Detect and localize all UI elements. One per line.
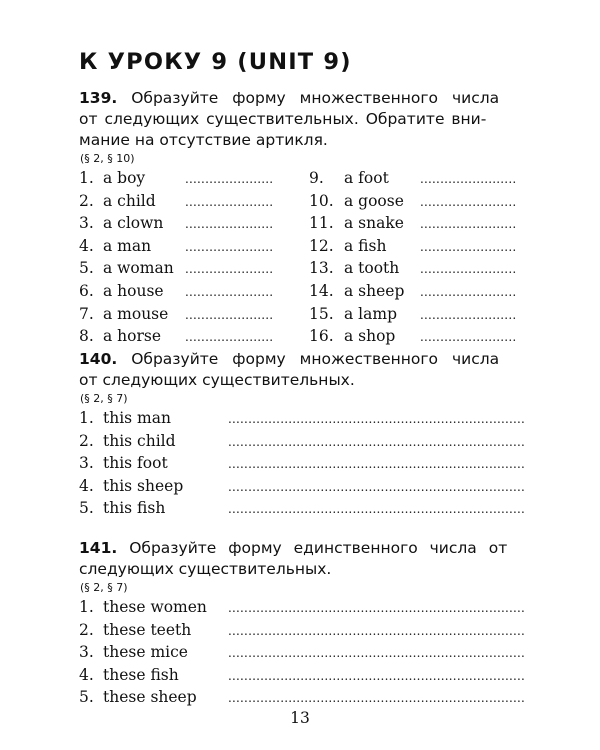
item-word: a man (103, 236, 152, 255)
item-number: 4. (79, 665, 94, 684)
item-number: 16. (309, 327, 334, 346)
answer-blank[interactable] (228, 665, 524, 688)
item-word: a boy (103, 169, 146, 187)
item-number: 1. (79, 409, 94, 427)
answer-blank[interactable] (185, 168, 274, 191)
answer-blank[interactable] (420, 236, 517, 259)
item-row (79, 303, 524, 326)
item-word: a foot (344, 169, 389, 187)
item-word: a child (103, 191, 156, 210)
task-line-1 (79, 538, 524, 559)
list-item (79, 325, 274, 349)
item-word: this child (103, 431, 176, 450)
section-reference: (§ 2, § 7) (80, 581, 128, 594)
item-row (79, 190, 524, 213)
item-row (79, 452, 524, 475)
item-word: a shop (344, 327, 396, 346)
item-word: a goose (344, 191, 404, 210)
answer-blank[interactable] (228, 498, 524, 521)
task-line-2: следующих существительных. (79, 560, 332, 578)
list-item (79, 212, 274, 236)
exercise-140-items (79, 407, 524, 520)
item-word: this fish (103, 499, 166, 518)
list-item (309, 280, 517, 304)
item-number: 5. (79, 688, 94, 707)
task-line-2: от следующих существительных. (79, 371, 355, 389)
list-item (79, 452, 524, 476)
list-item (309, 167, 517, 191)
item-number: 5. (79, 259, 94, 278)
item-row (79, 235, 524, 258)
item-word: these teeth (103, 620, 192, 639)
item-number: 6. (79, 281, 94, 300)
answer-blank[interactable] (185, 304, 274, 327)
item-number: 2. (79, 431, 94, 450)
item-number: 14. (309, 281, 334, 300)
answer-blank[interactable] (420, 304, 517, 327)
item-number: 9. (309, 169, 324, 187)
item-word: these women (103, 598, 207, 616)
item-word: a woman (103, 259, 174, 278)
item-number: 15. (309, 304, 334, 323)
item-number: 13. (309, 259, 334, 278)
exercise-number: 141. (79, 539, 118, 557)
item-number: 3. (79, 643, 94, 662)
exercise-141-items (79, 596, 524, 709)
answer-blank[interactable] (420, 213, 517, 236)
exercise-139-task (79, 88, 524, 151)
exercise-141 (79, 538, 524, 709)
item-number: 5. (79, 499, 94, 518)
item-row (79, 212, 524, 235)
answer-blank[interactable] (185, 326, 274, 349)
list-item (309, 190, 517, 214)
item-word: a tooth (344, 259, 400, 278)
list-item (79, 475, 524, 499)
item-word: these mice (103, 643, 188, 662)
item-word: a fish (344, 236, 387, 255)
list-item (79, 664, 524, 688)
answer-blank[interactable] (420, 281, 517, 304)
item-word: this foot (103, 454, 168, 473)
item-word: a sheep (344, 281, 405, 300)
item-word: these sheep (103, 688, 197, 707)
answer-blank[interactable] (228, 408, 524, 431)
task-text: Образуйте форму множественного числа (131, 89, 500, 107)
answer-blank[interactable] (420, 168, 517, 191)
answer-blank[interactable] (185, 281, 274, 304)
item-word: these fish (103, 665, 179, 684)
section-reference: (§ 2, § 10) (80, 152, 135, 165)
list-item (309, 303, 517, 327)
item-row (79, 497, 524, 520)
list-item (79, 280, 274, 304)
answer-blank[interactable] (185, 236, 274, 259)
item-number: 2. (79, 191, 94, 210)
item-row (79, 257, 524, 280)
item-number: 11. (309, 214, 334, 233)
exercise-number: 140. (79, 350, 118, 368)
exercise-139 (79, 88, 524, 348)
list-item (79, 497, 524, 521)
list-item (79, 303, 274, 327)
list-item (79, 235, 274, 259)
item-word: this sheep (103, 476, 184, 495)
item-number: 3. (79, 214, 94, 233)
list-item (79, 407, 524, 431)
answer-blank[interactable] (185, 191, 274, 214)
exercise-140-task (79, 349, 524, 391)
task-line-1 (79, 88, 524, 109)
item-number: 4. (79, 476, 94, 495)
item-row (79, 619, 524, 642)
item-word: a house (103, 281, 164, 300)
answer-blank[interactable] (228, 642, 524, 665)
answer-blank[interactable] (228, 476, 524, 499)
item-word: this man (103, 409, 171, 427)
item-word: a clown (103, 214, 164, 233)
item-number: 8. (79, 327, 94, 346)
item-row (79, 167, 524, 190)
list-item (79, 430, 524, 454)
item-word: a lamp (344, 304, 397, 323)
list-item (79, 641, 524, 665)
answer-blank[interactable] (420, 258, 517, 281)
answer-blank[interactable] (420, 191, 517, 214)
list-item (309, 235, 517, 259)
answer-blank[interactable] (185, 213, 274, 236)
item-number: 12. (309, 236, 334, 255)
item-row (79, 664, 524, 687)
answer-blank[interactable] (228, 431, 524, 454)
item-number: 1. (79, 598, 94, 616)
task-line-1 (79, 349, 524, 370)
item-word: a snake (344, 214, 404, 233)
item-word: a horse (103, 327, 162, 346)
list-item (309, 257, 517, 281)
list-item (79, 167, 274, 191)
lesson-title: К УРОКУ 9 (UNIT 9) (79, 49, 352, 75)
item-number: 2. (79, 620, 94, 639)
item-row (79, 430, 524, 453)
item-number: 7. (79, 304, 94, 323)
item-row (79, 325, 524, 348)
exercise-number: 139. (79, 89, 118, 107)
list-item (309, 212, 517, 236)
page-number: 13 (290, 709, 310, 727)
item-row (79, 475, 524, 498)
task-text: Образуйте форму единственного числа от (129, 539, 508, 557)
item-number: 10. (309, 191, 334, 210)
item-row (79, 407, 524, 430)
list-item (79, 257, 274, 281)
answer-blank[interactable] (228, 453, 524, 476)
answer-blank[interactable] (420, 326, 517, 349)
section-reference: (§ 2, § 7) (80, 392, 128, 405)
exercise-139-items (79, 167, 524, 348)
item-row (79, 641, 524, 664)
list-item (79, 619, 524, 643)
item-number: 1. (79, 169, 94, 187)
task-line-2: от следующих существительных. Обратите вни- (79, 110, 487, 128)
item-row (79, 596, 524, 619)
answer-blank[interactable] (185, 258, 274, 281)
list-item (79, 686, 524, 710)
task-text: Образуйте форму множественного числа (131, 350, 500, 368)
list-item (79, 190, 274, 214)
item-row (79, 280, 524, 303)
exercise-141-task (79, 538, 524, 580)
list-item (79, 596, 524, 620)
exercise-140 (79, 349, 524, 520)
item-number: 3. (79, 454, 94, 473)
answer-blank[interactable] (228, 597, 524, 620)
item-number: 4. (79, 236, 94, 255)
task-line-3: мание на отсутствие артикля. (79, 131, 328, 149)
item-row (79, 686, 524, 709)
item-word: a mouse (103, 304, 169, 323)
list-item (309, 325, 517, 349)
answer-blank[interactable] (228, 620, 524, 643)
answer-blank[interactable] (228, 687, 524, 710)
